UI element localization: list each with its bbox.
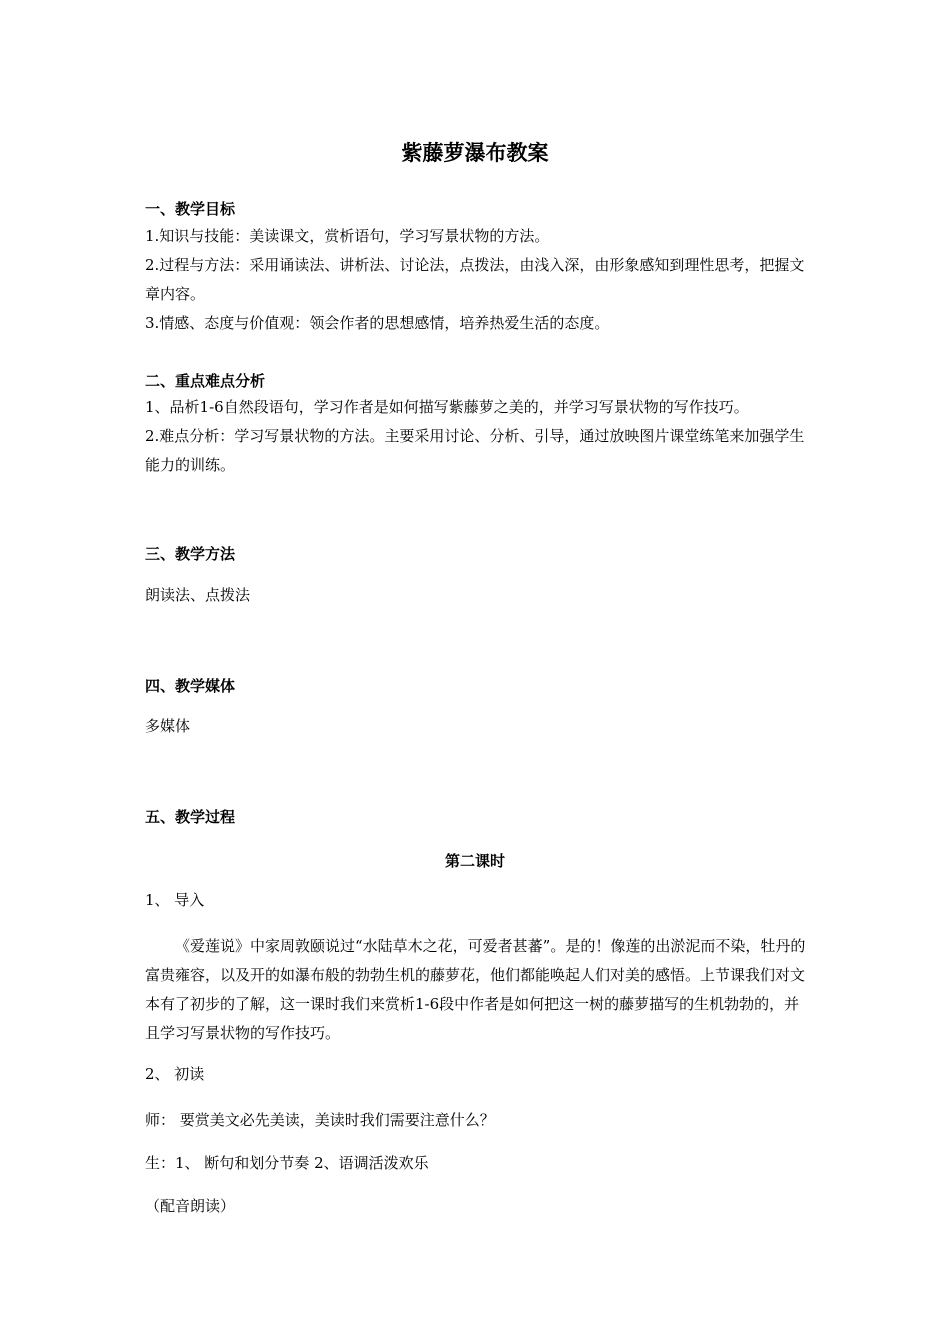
section-heading-methods: 三、教学方法 bbox=[145, 545, 236, 563]
keypoint-item-2: 2.难点分析：学习写景状物的方法。主要采用讨论、分析、引导，通过放映图片课堂练笔来加强学生能力的训练。 bbox=[145, 427, 805, 474]
methods-text: 朗读法、点拨法 bbox=[145, 586, 251, 604]
student-line: 生：1、 断句和划分节奏 2、语调活泼欢乐 bbox=[145, 1154, 429, 1172]
teacher-line: 师： 要赏美文必先美读，美读时我们需要注意什么？ bbox=[145, 1111, 495, 1129]
section-heading-keypoints: 二、重点难点分析 bbox=[145, 372, 266, 390]
step-reading-label: 2、 初读 bbox=[145, 1065, 205, 1083]
dubbing-note: （配音朗读） bbox=[145, 1197, 236, 1215]
keypoint-item-1: 1、品析1-6自然段语句，学习作者是如何描写紫藤萝之美的，并学习写景状物的写作技巧。 bbox=[145, 398, 749, 416]
lesson-title: 第二课时 bbox=[444, 852, 505, 870]
intro-paragraph: 《爱莲说》中家周敦颐说过“水陆草木之花，可爱者甚蕃”。是的！像莲的出淤泥而不染，牡丹的富贵雍容，以及开的如瀑布般的勃勃生机的藤萝花，他们都能唤起人们对美的感悟。上节课我们对文本有了初步的了解，这一课时我们来赏析1-6段中作者是如何把这一树的藤萝描写的生机勃勃的，并且学习写景状物的写作技巧。 bbox=[145, 937, 806, 1042]
section-heading-media: 四、教学媒体 bbox=[145, 677, 236, 695]
goal-item-1: 1.知识与技能：美读课文，赏析语句，学习写景状物的方法。 bbox=[145, 227, 550, 245]
step-intro-label: 1、 导入 bbox=[145, 891, 205, 909]
goal-item-3: 3.情感、态度与价值观：领会作者的思想感情，培养热爱生活的态度。 bbox=[145, 314, 610, 332]
section-heading-process: 五、教学过程 bbox=[145, 808, 236, 826]
media-text: 多媒体 bbox=[145, 717, 191, 735]
document-title: 紫藤萝瀑布教案 bbox=[401, 141, 549, 165]
goal-item-2: 2.过程与方法：采用诵读法、讲析法、讨论法，点拨法，由浅入深，由形象感知到理性思考，把握文章内容。 bbox=[145, 256, 805, 303]
section-heading-goals: 一、教学目标 bbox=[145, 200, 236, 218]
